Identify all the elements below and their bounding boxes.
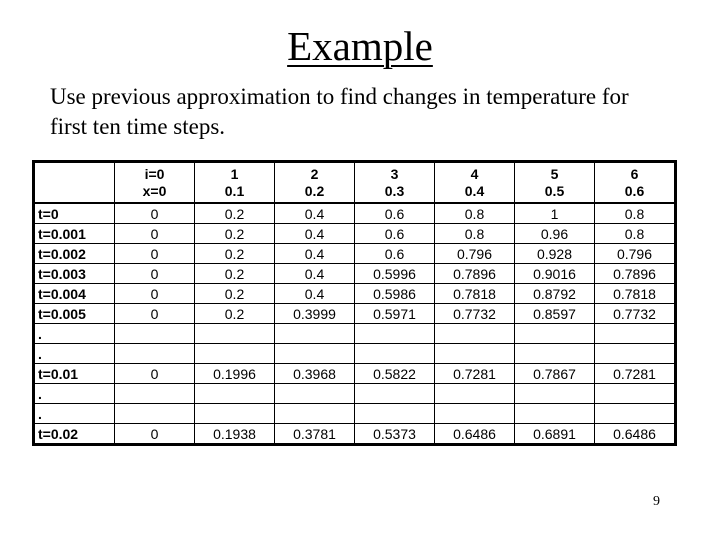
table-cell: [115, 324, 195, 344]
header-cell: i=0 x=0: [115, 163, 195, 204]
table-cell: [355, 344, 435, 364]
table-cell: 0.8: [435, 224, 515, 244]
table-cell: 0: [115, 364, 195, 384]
table-cell: 0.4: [275, 224, 355, 244]
table-cell: 0.6486: [435, 424, 515, 444]
table-cell: [115, 344, 195, 364]
table-row: [35, 244, 675, 264]
table-cell: 0.928: [515, 244, 595, 264]
table-cell: 0.7818: [595, 284, 675, 304]
table-cell: [115, 404, 195, 424]
page-number: 9: [653, 494, 660, 509]
table-cell: [515, 344, 595, 364]
table-cell: [355, 324, 435, 344]
header-cell: 3 0.3: [355, 163, 435, 204]
table-cell: 0.8: [435, 203, 515, 224]
header-row: [35, 163, 675, 204]
row-label: t=0.005: [35, 304, 115, 324]
header-cell: 5 0.5: [515, 163, 595, 204]
table-cell: 0.6: [355, 203, 435, 224]
slide-title: Example: [287, 23, 433, 69]
table-cell: 0.7281: [595, 364, 675, 384]
table-cell: 0.7732: [435, 304, 515, 324]
table-cell: 0.1996: [195, 364, 275, 384]
table-cell: 0.4: [275, 264, 355, 284]
table-cell: 0.7732: [595, 304, 675, 324]
row-label: .: [35, 384, 115, 404]
table-cell: 0.8: [595, 203, 675, 224]
table-cell: 0.2: [195, 224, 275, 244]
slide-subtitle: Use previous approximation to find changes in temperature for first ten time steps.: [50, 84, 629, 139]
table-cell: 0.3968: [275, 364, 355, 384]
table-cell: 0.796: [435, 244, 515, 264]
table-cell: [195, 324, 275, 344]
header-cell: 2 0.2: [275, 163, 355, 204]
row-label: .: [35, 344, 115, 364]
row-label: t=0.01: [35, 364, 115, 384]
table-cell: 0.2: [195, 203, 275, 224]
table-row: [35, 264, 675, 284]
header-cell: 6 0.6: [595, 163, 675, 204]
table-cell: [195, 344, 275, 364]
table-cell: [515, 384, 595, 404]
table-cell: [275, 324, 355, 344]
table-cell: 0.796: [595, 244, 675, 264]
table-cell: 0.2: [195, 304, 275, 324]
table-cell: 0.8: [595, 224, 675, 244]
table-row: [35, 424, 675, 444]
table-cell: 0.5996: [355, 264, 435, 284]
row-label: t=0.001: [35, 224, 115, 244]
table-cell: [595, 404, 675, 424]
table-cell: 0.1938: [195, 424, 275, 444]
table-cell: [275, 404, 355, 424]
table-cell: [275, 384, 355, 404]
table-cell: [435, 384, 515, 404]
table-cell: 0.6891: [515, 424, 595, 444]
row-label: t=0.002: [35, 244, 115, 264]
temperature-grid: [34, 162, 675, 444]
header-cell: 4 0.4: [435, 163, 515, 204]
table-cell: 1: [515, 203, 595, 224]
table-row: [35, 224, 675, 244]
table-cell: 0.2: [195, 284, 275, 304]
table-cell: 0.8597: [515, 304, 595, 324]
table-cell: 0.4: [275, 203, 355, 224]
table-cell: 0.8792: [515, 284, 595, 304]
table-cell: [115, 384, 195, 404]
table-cell: 0: [115, 244, 195, 264]
table-cell: [435, 344, 515, 364]
table-row: [35, 384, 675, 404]
table-cell: 0.6: [355, 244, 435, 264]
table-row: [35, 203, 675, 224]
table-row: [35, 364, 675, 384]
table-cell: 0: [115, 264, 195, 284]
table-cell: 0.7867: [515, 364, 595, 384]
header-cell: 1 0.1: [195, 163, 275, 204]
table-cell: 0.2: [195, 264, 275, 284]
row-label: t=0.004: [35, 284, 115, 304]
table-cell: 0.6: [355, 224, 435, 244]
corner-cell: [35, 163, 115, 204]
table-cell: 0.7896: [435, 264, 515, 284]
table-cell: 0.6486: [595, 424, 675, 444]
table-row: [35, 304, 675, 324]
table-cell: 0.2: [195, 244, 275, 264]
table-cell: 0: [115, 424, 195, 444]
table-row: [35, 284, 675, 304]
table-row: [35, 404, 675, 424]
table-cell: 0.7896: [595, 264, 675, 284]
table-cell: 0.7818: [435, 284, 515, 304]
table-cell: 0.4: [275, 284, 355, 304]
row-label: t=0: [35, 203, 115, 224]
table-cell: 0.4: [275, 244, 355, 264]
table-cell: 0: [115, 203, 195, 224]
table-cell: [515, 324, 595, 344]
table-cell: [435, 324, 515, 344]
row-label: .: [35, 404, 115, 424]
table-cell: 0.5971: [355, 304, 435, 324]
table-cell: [595, 324, 675, 344]
table-cell: [195, 384, 275, 404]
table-cell: 0: [115, 304, 195, 324]
table-cell: 0.7281: [435, 364, 515, 384]
row-label: t=0.02: [35, 424, 115, 444]
table-cell: 0.3999: [275, 304, 355, 324]
table-cell: 0.5986: [355, 284, 435, 304]
row-label: .: [35, 324, 115, 344]
table-row: [35, 324, 675, 344]
table-cell: 0: [115, 284, 195, 304]
table-cell: 0.3781: [275, 424, 355, 444]
table-cell: [515, 404, 595, 424]
table-row: [35, 344, 675, 364]
table-cell: [595, 344, 675, 364]
row-label: t=0.003: [35, 264, 115, 284]
table-cell: [595, 384, 675, 404]
table-cell: 0.5373: [355, 424, 435, 444]
table-cell: [195, 404, 275, 424]
table-cell: 0.5822: [355, 364, 435, 384]
table-cell: [355, 384, 435, 404]
temperature-table: [32, 160, 677, 446]
table-cell: 0.9016: [515, 264, 595, 284]
table-cell: 0: [115, 224, 195, 244]
table-cell: 0.96: [515, 224, 595, 244]
table-cell: [355, 404, 435, 424]
table-cell: [435, 404, 515, 424]
table-cell: [275, 344, 355, 364]
